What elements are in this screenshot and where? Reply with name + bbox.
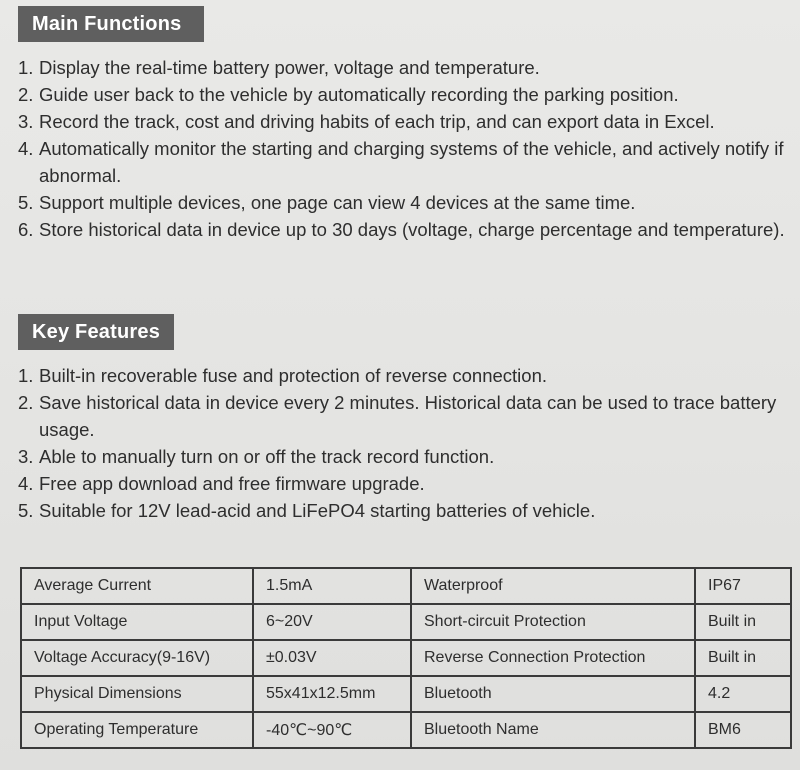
spec-label: Operating Temperature [21,712,253,748]
item-text: Built-in recoverable fuse and protection of reverse connection. [39,365,548,386]
spec-value: Built in [695,604,791,640]
list-item [18,389,788,443]
spec-value: 4.2 [695,676,791,712]
table-row [21,712,791,748]
item-text: Display the real-time battery power, voltage and temperature. [39,57,540,78]
item-number: 5. [18,192,34,213]
key-features-list [18,362,788,524]
item-number: 5. [18,500,34,521]
item-number: 4. [18,138,34,159]
spec-value: -40℃~90℃ [253,712,411,748]
spec-label: Short-circuit Protection [411,604,695,640]
key-features-heading: Key Features [18,314,174,350]
spec-value: Built in [695,640,791,676]
spec-label: Voltage Accuracy(9-16V) [21,640,253,676]
item-number: 1. [18,365,34,386]
item-number: 3. [18,111,34,132]
list-item [18,362,788,389]
list-item [18,108,788,135]
spec-value: IP67 [695,568,791,604]
list-item [18,189,788,216]
spec-value: 55x41x12.5mm [253,676,411,712]
spec-value: 1.5mA [253,568,411,604]
item-text: Suitable for 12V lead-acid and LiFePO4 starting batteries of vehicle. [39,500,596,521]
item-text: Automatically monitor the starting and charging systems of the vehicle, and actively notify if abnormal. [39,138,784,186]
list-item [18,497,788,524]
item-number: 2. [18,392,34,413]
spec-label: Average Current [21,568,253,604]
list-item [18,216,788,243]
item-text: Record the track, cost and driving habits of each trip, and can export data in Excel. [39,111,715,132]
item-number: 6. [18,219,34,240]
spec-label: Waterproof [411,568,695,604]
list-item [18,443,788,470]
table-row [21,640,791,676]
list-item [18,135,788,189]
item-number: 1. [18,57,34,78]
spec-value: BM6 [695,712,791,748]
spec-label: Reverse Connection Protection [411,640,695,676]
list-item [18,81,788,108]
spec-value: ±0.03V [253,640,411,676]
spec-label: Bluetooth [411,676,695,712]
item-text: Able to manually turn on or off the track record function. [39,446,495,467]
spec-value: 6~20V [253,604,411,640]
item-text: Guide user back to the vehicle by automatically recording the parking position. [39,84,679,105]
table-row [21,568,791,604]
item-text: Store historical data in device up to 30 days (voltage, charge percentage and temperature). [39,219,785,240]
item-text: Free app download and free firmware upgrade. [39,473,425,494]
main-functions-heading: Main Functions [18,6,204,42]
item-text: Support multiple devices, one page can view 4 devices at the same time. [39,192,636,213]
spec-label: Physical Dimensions [21,676,253,712]
main-functions-list [18,54,788,243]
list-item [18,470,788,497]
table-row [21,604,791,640]
spec-label: Bluetooth Name [411,712,695,748]
item-number: 4. [18,473,34,494]
table-row [21,676,791,712]
item-number: 2. [18,84,34,105]
item-number: 3. [18,446,34,467]
spec-label: Input Voltage [21,604,253,640]
specifications-table [20,567,792,749]
list-item [18,54,788,81]
item-text: Save historical data in device every 2 minutes. Historical data can be used to trace battery usage. [39,392,777,440]
